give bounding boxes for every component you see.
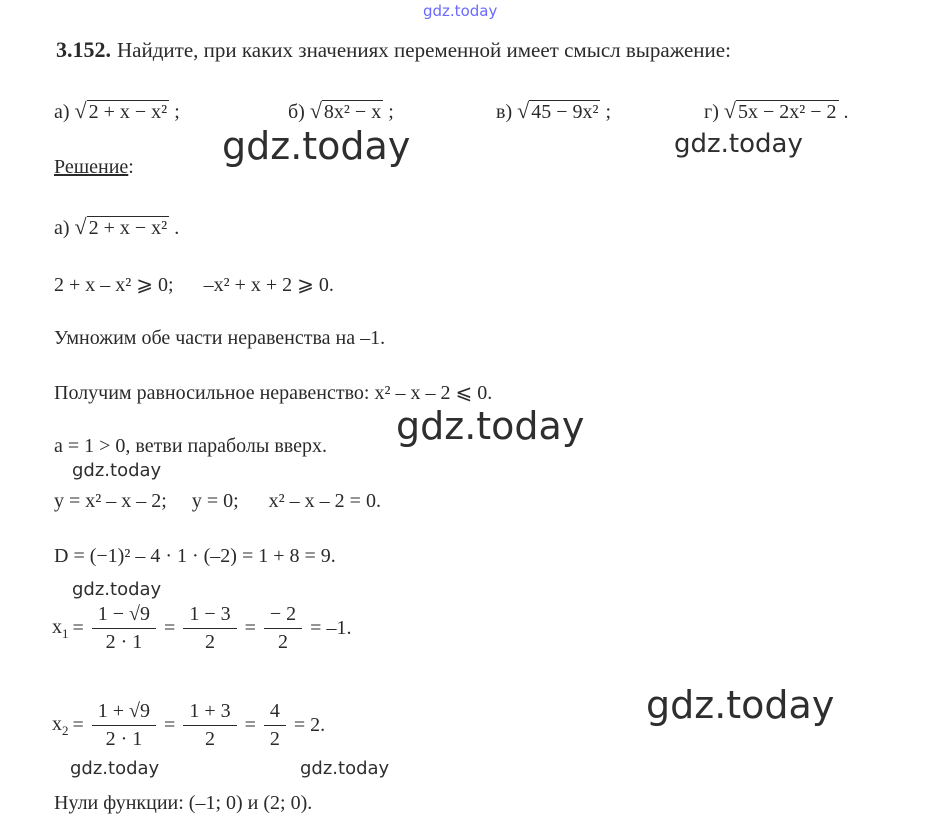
item-c [496,98,611,124]
problem-text: Найдите, при каких значениях переменной имеет смысл выражение: [117,38,731,62]
radicand: 45 − 9x² [531,101,599,123]
watermark: gdz.today [300,758,390,779]
discriminant-line: D = (−1)² – 4 · 1 · (–2) = 1 + 8 = 9. [54,545,336,567]
fraction: $\frac{1 + √9}{2 \cdot 1}$ [92,700,156,751]
fraction: $\frac{1 - √9}{2 \cdot 1}$ [92,603,156,654]
item-a [54,98,180,124]
item-tail: ; [174,101,180,123]
item-d [704,98,849,124]
radical: √ 2 + x − x² [74,98,168,123]
radical: √ 8x² − x [309,98,382,123]
root-x1: $x_1$ = $\frac{1 - √9}{2 \cdot 1}$ = $\frac{1 - 3}{2}$ = $\frac{- 2}{2}$ = –1. [52,603,352,653]
problem-statement [56,37,731,63]
radicand: 2 + x − x² [88,217,168,239]
fraction: $\frac{1 - 3}{2}$ [183,603,236,654]
radical: √ 45 − 9x² [517,98,599,123]
radicand: 5x − 2x² − 2 [737,101,837,123]
radical: √ 2 + x − x² [74,214,168,239]
watermark: gdz.today [70,758,160,779]
item-b [288,98,394,124]
item-label: г) [704,101,719,123]
part-tail: . [174,217,180,239]
watermark-top: gdz.today [423,2,498,20]
solution-heading [54,156,134,179]
radicand: 8x² − x [323,101,382,123]
solution-heading-colon: : [128,156,134,178]
watermark: gdz.today [72,460,162,481]
item-label: в) [496,101,513,123]
watermark: gdz.today [222,124,411,168]
watermark: gdz.today [646,683,835,727]
part-label: а) [54,217,70,239]
branches-line: a = 1 > 0, ветви параболы вверх. [54,435,327,457]
root-var: $x_2$ [52,712,69,738]
fraction: $\frac{- 2}{2}$ [264,603,302,654]
equivalent-line: Получим равносильное неравенство: x² – x – 2 ⩽ 0. [54,382,493,404]
zeros-line: Нули функции: (–1; 0) и (2; 0). [54,792,313,814]
item-label: б) [288,101,305,123]
root-result: = 2. [293,714,326,736]
root-result: = –1. [310,617,352,639]
item-tail: ; [605,101,612,123]
watermark: gdz.today [72,579,162,600]
item-tail: . [843,101,849,123]
item-tail: ; [388,101,394,123]
solution-heading-text: Решение [54,156,129,178]
root-var: $x_1$ [52,615,69,641]
root-x2: $x_2$ = $\frac{1 + √9}{2 \cdot 1}$ = $\frac{1 + 3}{2}$ = $\frac{4}{2}$ = 2. [52,700,326,750]
part-a [54,214,179,240]
inequality-line: 2 + x – x² ⩾ 0; –x² + x + 2 ⩾ 0. [54,274,334,296]
fraction: $\frac{1 + 3}{2}$ [183,700,236,751]
problem-number: 3.152. [56,37,111,62]
watermark: gdz.today [396,404,585,448]
watermark: gdz.today [674,129,803,159]
function-line: y = x² – x – 2; y = 0; x² – x – 2 = 0. [54,490,381,512]
fraction: $\frac{4}{2}$ [264,700,286,751]
item-label: а) [54,101,70,123]
radical: √ 5x − 2x² − 2 [723,98,837,123]
radicand: 2 + x − x² [88,101,168,123]
multiply-line: Умножим обе части неравенства на –1. [54,327,386,349]
